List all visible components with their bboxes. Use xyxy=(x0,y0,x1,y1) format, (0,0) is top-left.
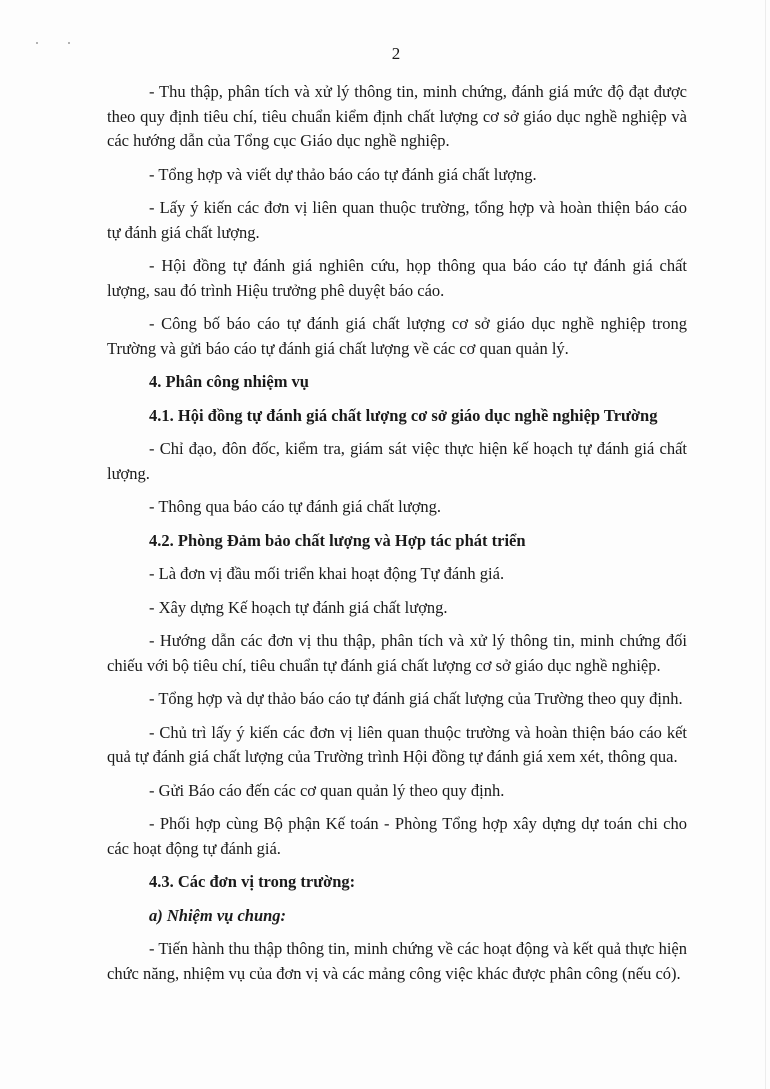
paragraph: - Tiến hành thu thập thông tin, minh chứng về các hoạt động và kết quả thực hiện chức năng, nhiệm vụ của đơn vị và các mảng công việc khác được phân công (nếu có). xyxy=(107,939,687,983)
paragraph: - Lấy ý kiến các đơn vị liên quan thuộc trường, tổng hợp và hoàn thiện báo cáo tự đánh giá chất lượng. xyxy=(107,198,687,242)
paragraph: - Hội đồng tự đánh giá nghiên cứu, họp thông qua báo cáo tự đánh giá chất lượng, sau đó trình Hiệu trưởng phê duyệt báo cáo. xyxy=(107,256,687,300)
paragraph: - Là đơn vị đầu mối triển khai hoạt động Tự đánh giá. xyxy=(149,564,505,583)
document-body xyxy=(107,80,687,995)
section-heading: 4. Phân công nhiệm vụ xyxy=(149,372,309,391)
paragraph: - Tổng hợp và viết dự thảo báo cáo tự đánh giá chất lượng. xyxy=(149,164,537,184)
paragraph: - Chủ trì lấy ý kiến các đơn vị liên quan thuộc trường và hoàn thiện báo cáo kết quả tự đánh giá chất lượng của Trường trình Hội đồng tự đánh giá xem xét, thông qua. xyxy=(107,722,687,766)
scan-edge xyxy=(765,0,766,1089)
paragraph: - Công bố báo cáo tự đánh giá chất lượng cơ sở giáo dục nghề nghiệp trong Trường và gửi báo cáo tự đánh giá chất lượng về các cơ quan quản lý. xyxy=(107,314,687,358)
paragraph: - Xây dựng Kế hoạch tự đánh giá chất lượng. xyxy=(149,597,448,617)
paragraph: - Tổng hợp và dự thảo báo cáo tự đánh giá chất lượng của Trường theo quy định. xyxy=(149,689,683,708)
subsection-heading: 4.3. Các đơn vị trong trường: xyxy=(149,872,356,891)
paragraph: - Hướng dẫn các đơn vị thu thập, phân tích và xử lý thông tin, minh chứng đối chiếu với bộ tiêu chí, tiêu chuẩn tự đánh giá chất lượng cơ sở giáo dục nghề nghiệp. xyxy=(107,631,687,675)
paragraph: - Gửi Báo cáo đến các cơ quan quản lý theo quy định. xyxy=(149,780,505,800)
subsection-heading: 4.2. Phòng Đảm bảo chất lượng và Hợp tác phát triển xyxy=(149,530,526,550)
subsection-heading: 4.1. Hội đồng tự đánh giá chất lượng cơ sở giáo dục nghề nghiệp Trường xyxy=(149,405,658,425)
paragraph: - Phối hợp cùng Bộ phận Kế toán - Phòng Tổng hợp xây dựng dự toán chi cho các hoạt động tự đánh giá. xyxy=(107,814,687,858)
paragraph: - Thu thập, phân tích và xử lý thông tin, minh chứng, đánh giá mức độ đạt được theo quy định tiêu chí, tiêu chuẩn kiểm định chất lượng cơ sở giáo dục nghề nghiệp và các hướng dẫn của Tổng cục Giáo dục nghề nghiệp. xyxy=(107,82,687,150)
paragraph: - Thông qua báo cáo tự đánh giá chất lượng. xyxy=(149,497,442,516)
page-number: 2 xyxy=(391,44,401,63)
paragraph: - Chỉ đạo, đôn đốc, kiểm tra, giám sát việc thực hiện kế hoạch tự đánh giá chất lượng. xyxy=(107,439,687,483)
sub-heading: a) Nhiệm vụ chung: xyxy=(149,905,287,925)
